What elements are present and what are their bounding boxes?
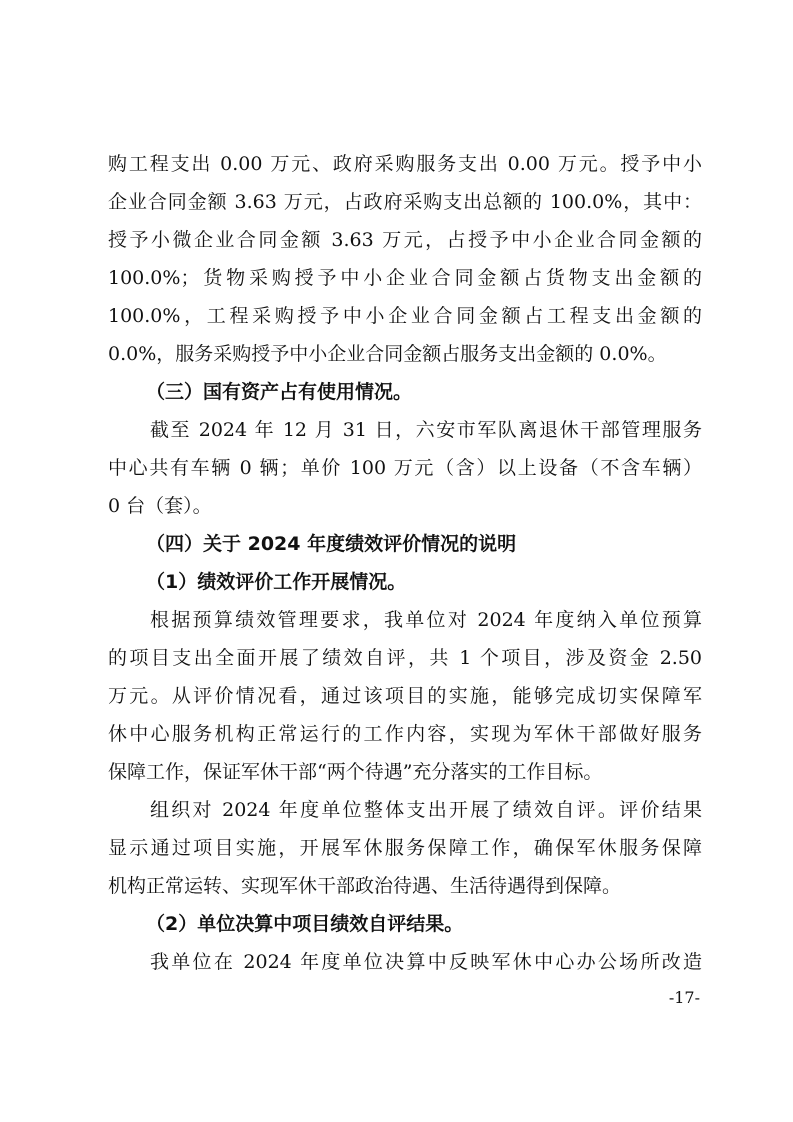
section-heading-performance: （四）关于 2024 年度绩效评价情况的说明: [146, 533, 517, 555]
text-line: 购工程支出 0.00 万元、政府采购服务支出 0.00 万元。授予中小: [108, 153, 702, 175]
text-line: 100.0%；货物采购授予中小企业合同金额占货物支出金额的: [108, 267, 702, 289]
text-line: 0.0%，服务采购授予中小企业合同金额占服务支出金额的 0.0%。: [108, 343, 667, 365]
text-line: 休中心服务机构正常运行的工作内容，实现为军休干部做好服务: [108, 723, 702, 745]
text-line: 保障工作，保证军休干部“两个待遇”充分落实的工作目标。: [108, 761, 603, 783]
text-line: 中心共有车辆 0 辆；单价 100 万元（含）以上设备（不含车辆）: [108, 457, 702, 479]
text-line: 万元。从评价情况看，通过该项目的实施，能够完成切实保障军: [108, 685, 702, 707]
text-line: 授予小微企业合同金额 3.63 万元，占授予中小企业合同金额的: [108, 229, 702, 251]
paragraph-overall-expenditure: [108, 791, 702, 905]
paragraph-evaluation: [108, 601, 702, 791]
text-line: 机构正常运转、实现军休干部政治待遇、生活待遇得到保障。: [108, 875, 622, 897]
document-body: [108, 145, 702, 981]
subsection-heading-project-results: （2）单位决算中项目绩效自评结果。: [146, 913, 464, 935]
text-line: 企业合同金额 3.63 万元，占政府采购支出总额的 100.0%，其中：: [108, 191, 702, 213]
text-line: 显示通过项目实施，开展军休服务保障工作，确保军休服务保障: [108, 837, 702, 859]
section-heading-assets: （三）国有资产占有使用情况。: [146, 381, 413, 403]
text-line: 组织对 2024 年度单位整体支出开展了绩效自评。评价结果: [150, 799, 702, 821]
subsection-heading-evaluation-work: （1）绩效评价工作开展情况。: [146, 571, 407, 593]
page-number: -17-: [668, 988, 700, 1007]
text-line: 0 台（套）。: [108, 495, 212, 517]
text-line: 根据预算绩效管理要求，我单位对 2024 年度纳入单位预算: [150, 609, 702, 631]
paragraph-procurement: [108, 145, 702, 373]
text-line: 的项目支出全面开展了绩效自评，共 1 个项目，涉及资金 2.50: [108, 647, 702, 669]
text-line: 我单位在 2024 年度单位决算中反映军休中心办公场所改造: [150, 951, 702, 973]
text-line: 截至 2024 年 12 月 31 日，六安市军队离退休干部管理服务: [150, 419, 702, 441]
text-line: 100.0%，工程采购授予中小企业合同金额占工程支出金额的: [108, 305, 702, 327]
paragraph-project-results: [108, 943, 702, 981]
paragraph-assets: [108, 411, 702, 525]
